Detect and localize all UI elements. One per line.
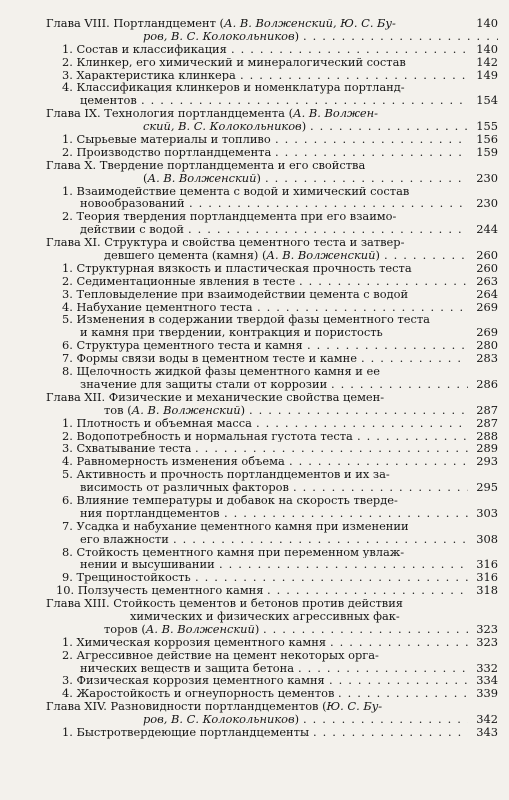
- page-number: 283: [476, 351, 498, 366]
- toc-entry-title: 8. Щелочность жидкой фазы цементного камня и ее: [62, 365, 381, 378]
- toc-entry-title: (А. В. Волженский): [143, 171, 261, 185]
- toc-entry-title: 8. Стойкость цементного камня при переменном увлаж-: [62, 545, 405, 559]
- toc-entry: [0, 197, 509, 210]
- toc-entry: [0, 172, 509, 185]
- toc-entry-title: 4. Жаростойкость и огнеупорность цементов: [62, 687, 335, 701]
- page-number: 142: [476, 54, 498, 69]
- toc-entry-title: ров, В. С. Колокольников): [143, 713, 300, 726]
- toc-entry-title: 5. Активность и прочность портландцементов и их за-: [62, 468, 390, 482]
- dot-leader: [313, 726, 468, 739]
- dot-leader: [249, 404, 468, 417]
- toc-entry: [0, 249, 509, 262]
- page-number: 339: [476, 686, 498, 701]
- toc-entry-title: ский, В. С. Колокольников): [143, 120, 307, 134]
- page-number: 260: [476, 248, 498, 263]
- toc-entry-title: действии с водой: [80, 223, 184, 237]
- toc-entry-title: 1. Состав и классификация: [62, 42, 227, 56]
- toc-entry-title: нических веществ и защита бетона: [80, 661, 295, 675]
- toc-entry-title: Глава X. Твердение портландцемента и его свойства: [46, 158, 366, 172]
- toc-entry: [0, 571, 509, 584]
- toc-entry-title: значение для защиты стали от коррозии: [80, 377, 328, 391]
- toc-entry-title: 5. Изменения в содержании твердой фазы цементного теста: [62, 313, 430, 327]
- dot-leader: [299, 275, 468, 288]
- toc-entry: [0, 597, 509, 610]
- page-number: 269: [476, 299, 498, 314]
- page-number: 303: [476, 505, 498, 520]
- toc-entry-title: 3. Тепловыделение при взаимодействии цемента с водой: [62, 287, 409, 301]
- toc-entry-title: 2. Седиментационные явления в тесте: [62, 274, 296, 288]
- toc-entry: [0, 301, 509, 314]
- dot-leader: [224, 507, 468, 520]
- toc-entry: [0, 520, 509, 533]
- table-of-contents: [0, 17, 509, 739]
- toc-entry: [0, 481, 509, 494]
- dot-leader: [303, 713, 468, 726]
- toc-entry: [0, 687, 509, 700]
- toc-entry: [0, 159, 509, 172]
- dot-leader: [275, 146, 468, 159]
- toc-entry-title: его влажности: [80, 532, 169, 546]
- page-number: 286: [476, 376, 498, 391]
- dot-leader: [263, 623, 468, 636]
- page-number: 159: [476, 144, 498, 159]
- dot-leader: [298, 662, 468, 675]
- toc-entry: [0, 81, 509, 94]
- dot-leader: [173, 533, 468, 546]
- page-number: 269: [476, 325, 498, 340]
- dot-leader: [257, 301, 468, 314]
- dot-leader: [231, 43, 468, 56]
- toc-entry: [0, 662, 509, 675]
- toc-entry: [0, 339, 509, 352]
- page-number: 156: [476, 132, 498, 147]
- page-number: 316: [476, 557, 498, 572]
- toc-entry: [0, 185, 509, 198]
- page-number: 323: [476, 634, 498, 649]
- toc-entry: [0, 494, 509, 507]
- dot-leader: [289, 455, 468, 468]
- dot-leader: [265, 172, 468, 185]
- toc-entry: [0, 442, 509, 455]
- toc-entry-title: новообразований: [80, 197, 185, 211]
- page-number: 280: [476, 338, 498, 353]
- toc-entry: [0, 275, 509, 288]
- dot-leader: [293, 481, 468, 494]
- toc-entry-title: Глава XIII. Стойкость цементов и бетонов против действия: [46, 597, 403, 610]
- dot-leader: [384, 249, 468, 262]
- page-number: 155: [476, 119, 498, 134]
- toc-entry-title: 3. Характеристика клинкера: [62, 68, 236, 82]
- toc-entry: [0, 210, 509, 223]
- toc-entry-title: 4. Классификация клинкеров и номенклатура портланд-: [62, 81, 405, 95]
- toc-entry-title: 7. Формы связи воды в цементном тесте и камне: [62, 352, 357, 366]
- toc-entry: [0, 674, 509, 687]
- page-number: 264: [476, 286, 498, 301]
- toc-entry-title: нении и высушивании: [80, 558, 215, 572]
- dot-leader: [188, 223, 468, 236]
- dot-leader: [189, 197, 468, 210]
- page-number: 334: [476, 673, 498, 688]
- page-number: 343: [476, 724, 498, 739]
- toc-entry: [0, 17, 509, 30]
- toc-entry-title: Глава VIII. Портландцемент (А. В. Волженский, Ю. С. Бу-: [46, 17, 396, 30]
- dot-leader: [219, 558, 468, 571]
- toc-entry-title: Глава IX. Технология портландцемента (А. В. Волжен-: [46, 107, 379, 121]
- page-number: 289: [476, 441, 498, 456]
- dot-leader: [275, 133, 468, 146]
- toc-entry-title: цементов: [80, 94, 137, 108]
- dot-leader: [303, 30, 498, 43]
- toc-entry-title: тов (А. В. Волженский): [104, 403, 246, 417]
- toc-entry-title: 6. Влияние температуры и добавок на скорость тверде-: [62, 493, 398, 507]
- dot-leader: [357, 430, 468, 443]
- toc-entry-title: 10. Ползучесть цементного камня: [56, 584, 264, 598]
- toc-entry-title: Глава XI. Структура и свойства цементного теста и затвер-: [46, 236, 405, 250]
- page-number: 140: [476, 16, 498, 30]
- toc-entry: [0, 365, 509, 378]
- toc-entry: [0, 430, 509, 443]
- page-number: 295: [476, 480, 498, 495]
- toc-entry-title: 3. Схватывание теста: [62, 442, 192, 456]
- toc-entry-title: 9. Трещиностойкость: [62, 571, 191, 585]
- page-number: 287: [476, 402, 498, 417]
- toc-entry-title: висимость от различных факторов: [80, 481, 289, 494]
- toc-entry: [0, 700, 509, 713]
- toc-entry-title: ния портландцементов: [80, 506, 220, 520]
- dot-leader: [240, 69, 468, 82]
- toc-entry: [0, 262, 509, 275]
- toc-entry: [0, 30, 509, 43]
- toc-entry: [0, 610, 509, 623]
- toc-entry: [0, 236, 509, 249]
- toc-entry: [0, 94, 509, 107]
- page-number: 260: [476, 260, 498, 275]
- page-number: 332: [476, 660, 498, 675]
- page-number: 316: [476, 570, 498, 585]
- dot-leader: [307, 339, 468, 352]
- toc-entry-title: и камня при твердении, контракция и пористость: [80, 326, 383, 340]
- toc-entry-title: Глава XII. Физические и механические свойства цемен-: [46, 390, 385, 404]
- toc-entry-title: 3. Физическая коррозия цементного камня: [62, 674, 325, 688]
- toc-entry-title: 6. Структура цементного теста и камня: [62, 339, 303, 353]
- toc-entry: [0, 533, 509, 546]
- page-number: 318: [476, 583, 498, 598]
- toc-entry: [0, 107, 509, 120]
- toc-entry: [0, 546, 509, 559]
- toc-entry-title: 2. Водопотребность и нормальная густота теста: [62, 429, 353, 443]
- toc-entry: [0, 391, 509, 404]
- dot-leader: [331, 378, 468, 391]
- page-number: 244: [476, 222, 498, 237]
- toc-entry-title: ров, В. С. Колокольников): [143, 29, 300, 43]
- toc-entry: [0, 507, 509, 520]
- toc-entry: [0, 584, 509, 597]
- page-number: 288: [476, 428, 498, 443]
- toc-entry: [0, 352, 509, 365]
- toc-entry-title: химических и физических агрессивных фак-: [130, 609, 400, 623]
- dot-leader: [330, 636, 468, 649]
- page-number: 263: [476, 273, 498, 288]
- dot-leader: [195, 571, 468, 584]
- toc-entry: [0, 43, 509, 56]
- toc-entry-title: 1. Химическая коррозия цементного камня: [62, 635, 327, 649]
- toc-entry: [0, 713, 509, 726]
- toc-entry-title: 7. Усадка и набухание цементного камня при изменении: [62, 519, 409, 533]
- toc-entry: [0, 468, 509, 481]
- toc-entry: [0, 623, 509, 636]
- dot-leader: [256, 417, 468, 430]
- page-number: 154: [476, 93, 498, 108]
- dot-leader: [267, 584, 468, 597]
- toc-entry: [0, 404, 509, 417]
- page-number: 230: [476, 170, 498, 185]
- page-number: 342: [476, 712, 498, 727]
- toc-entry-title: 2. Производство портландцемента: [62, 145, 272, 159]
- toc-entry: [0, 146, 509, 159]
- page-number: 149: [476, 67, 498, 82]
- page-number: 323: [476, 621, 498, 636]
- toc-entry-title: 2. Агрессивное действие на цемент некоторых орга-: [62, 648, 379, 662]
- toc-entry: [0, 726, 509, 739]
- toc-entry: [0, 455, 509, 468]
- toc-entry: [0, 56, 509, 69]
- dot-leader: [329, 674, 468, 687]
- toc-entry: [0, 326, 509, 339]
- dot-leader: [310, 120, 468, 133]
- toc-entry: [0, 558, 509, 571]
- toc-entry-title: Глава XIV. Разновидности портландцементов (Ю. С. Бу-: [46, 700, 383, 714]
- toc-entry-title: 1. Сырьевые материалы и топливо: [62, 133, 271, 146]
- toc-entry-title: 4. Равномерность изменения объема: [62, 455, 285, 469]
- page-number: 140: [476, 41, 498, 56]
- page-number: 230: [476, 196, 498, 211]
- toc-entry: [0, 313, 509, 326]
- toc-entry: [0, 417, 509, 430]
- toc-entry-title: 1. Быстротвердеющие портландцементы: [62, 725, 310, 739]
- toc-entry: [0, 120, 509, 133]
- page-number: 287: [476, 415, 498, 430]
- toc-entry-title: 2. Клинкер, его химический и минералогический состав: [62, 55, 406, 69]
- toc-entry-title: 1. Плотность и объемная масса: [62, 416, 252, 430]
- toc-entry-title: торов (А. В. Волженский): [104, 622, 260, 636]
- dot-leader: [338, 687, 468, 700]
- toc-entry-title: девшего цемента (камня) (А. В. Волженский): [104, 249, 380, 262]
- page-number: 308: [476, 531, 498, 546]
- toc-entry: [0, 636, 509, 649]
- dot-leader: [361, 352, 468, 365]
- dot-leader: [141, 94, 468, 107]
- toc-entry: [0, 288, 509, 301]
- toc-entry: [0, 133, 509, 146]
- toc-entry-title: 1. Структурная вязкость и пластическая прочность теста: [62, 261, 412, 275]
- dot-leader: [195, 442, 468, 455]
- toc-entry: [0, 649, 509, 662]
- toc-entry: [0, 69, 509, 82]
- toc-entry: [0, 378, 509, 391]
- toc-entry-title: 2. Теория твердения портландцемента при его взаимо-: [62, 210, 397, 224]
- toc-entry: [0, 223, 509, 236]
- page-number: 293: [476, 454, 498, 469]
- toc-entry-title: 1. Взаимодействие цемента с водой и химический состав: [62, 184, 410, 198]
- toc-entry-title: 4. Набухание цементного теста: [62, 300, 253, 314]
